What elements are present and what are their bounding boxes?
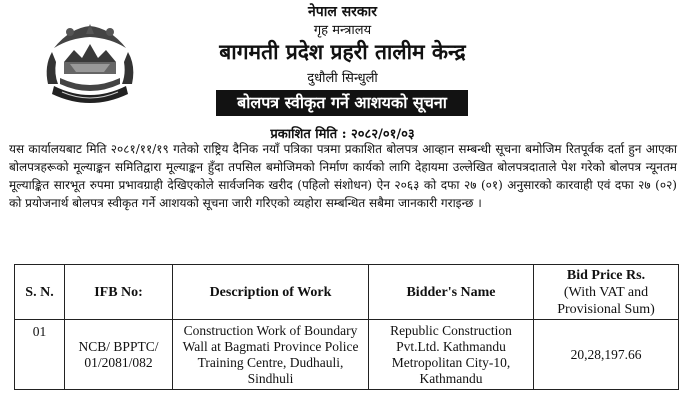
col-header-description: Description of Work	[173, 265, 369, 320]
col-header-sn: S. N.	[15, 265, 65, 320]
row-ifb: NCB/ BPPTC/ 01/2081/082	[65, 320, 173, 390]
col-header-price-line1: Bid Price Rs.	[566, 267, 646, 283]
col-header-bidder: Bidder's Name	[369, 265, 534, 320]
col-header-ifb: IFB No:	[65, 265, 173, 320]
table-row	[15, 320, 679, 390]
row-sn: 01	[15, 320, 65, 390]
notice-body: यस कार्यालयबाट मिति २०८१/११/१९ गतेको राष्ट्रिय दैनिक नयाँ पत्रिका पत्रमा प्रकाशित बोलपत्र आव्हान सम्बन्धी सूचना बमोजिम रितपूर्वक दर्ता हुन आएका बोलपत्रहरूको मूल्याङ्कन समितिद्वारा मूल्याङ्कन हुँदा तपसिल बमोजिमको निर्माण कार्यको लागि देहायमा उल्लेखित बोलपत्रदाताले पेश गरेको बोलपत्र न्यूनतम मूल्याङ्कित सारभूत रुपमा प्रभावग्राही देखिएकोले सार्वजनिक खरीद (पहिलो संशोधन) ऐन २०६३ को दफा २७ (०१) अनुसारको कारवाही एवं दफा २७ (०२) को प्रयोजनार्थ बोलपत्र स्वीकृत गर्ने आशयको सूचना जारी गरिएको व्यहोरा सम्बन्धित सबैमा जानकारी गराइन्छ ।	[9, 142, 677, 210]
row-price: 20,28,197.66	[534, 320, 679, 390]
office-location: दुधौली सिन्धुली	[307, 71, 378, 86]
row-description: Construction Work of Boundary Wall at Bagmati Province Police Training Centre, Dudhauli, Sindhuli	[173, 320, 369, 390]
published-date: प्रकाशित मिति : २०८२/०१/०३	[270, 127, 415, 142]
office-name: बागमती प्रदेश प्रहरी तालीम केन्द्र	[219, 39, 466, 64]
row-bidder: Republic Construction Pvt.Ltd. Kathmandu Metropolitan City-10, Kathmandu	[369, 320, 534, 390]
col-header-price-line2: (With VAT and Provisional Sum)	[557, 284, 655, 317]
table-header-row	[15, 265, 679, 320]
ministry-name: गृह मन्त्रालय	[313, 23, 372, 38]
notice-title: बोलपत्र स्वीकृत गर्ने आशयको सूचना	[216, 90, 468, 116]
bid-table	[14, 264, 679, 390]
col-header-price	[534, 265, 679, 320]
government-name: नेपाल सरकार	[307, 4, 377, 20]
